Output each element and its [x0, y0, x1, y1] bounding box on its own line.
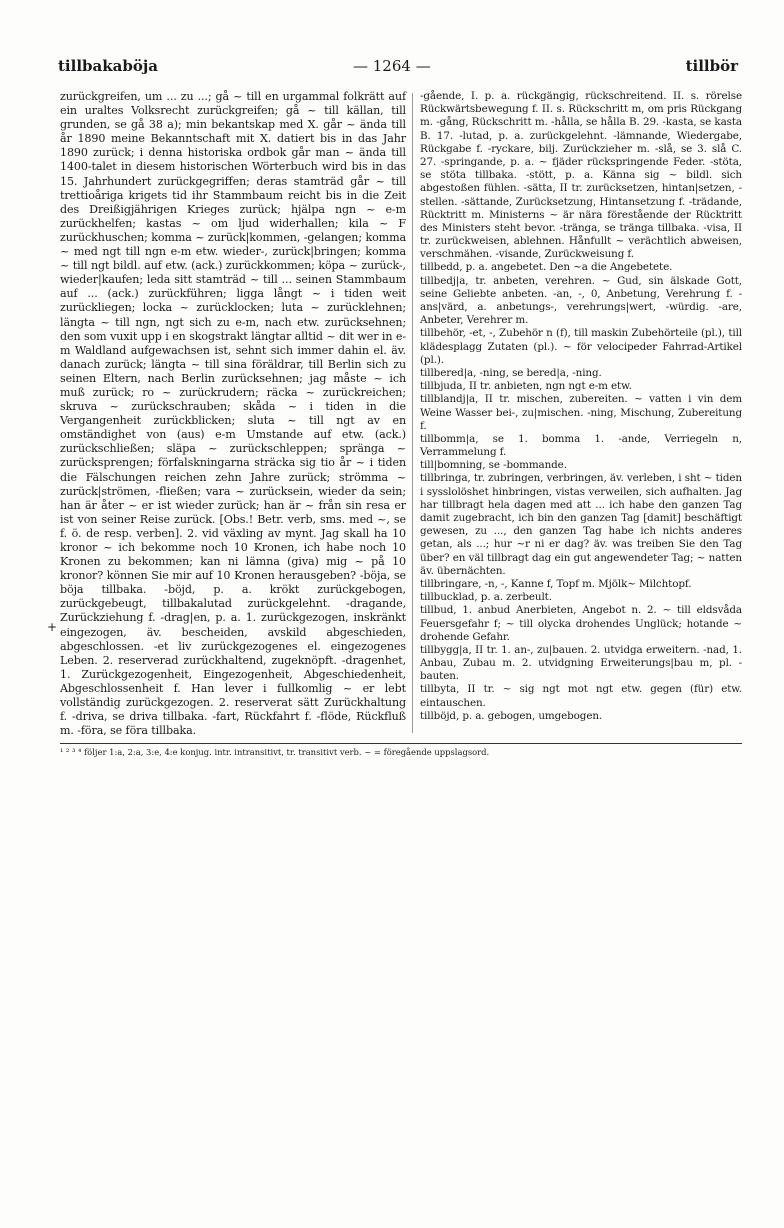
entry-paragraph: tillbedj|a, tr. anbeten, verehren. ~ Gud, sin älskade Gott, seine Geliebte anbeten. -an, -, 0, Anbetung, Verehrung f. -ans|värd, a. anbetungs-, verehrungs|wert, -würdig. -are, Anbeter, Verehrer m. [420, 274, 742, 327]
entry-paragraph: tillbered|a, -ning, se bered|a, -ning. [420, 366, 602, 379]
entry-paragraph: till|bomning, se -bommande. [420, 459, 567, 472]
entry-paragraph: tillbygg|a, II tr. 1. an-, zu|bauen. 2. utvidga erweitern. -nad, 1. Anbau, Zubau m. 2. utvidgning Erweiterungs|bau m, pl. -bauten. [420, 643, 742, 683]
column-divider [412, 93, 413, 733]
running-header [58, 57, 738, 81]
entry-paragraph: tillblandj|a, II tr. mischen, zubereiten. ~ vatten i vin dem Weine Wasser bei-, zu|mischen. -ning, Mischung, Zubereitung f. [420, 393, 742, 432]
entry-paragraph: tillbud, 1. anbud Anerbieten, Angebot n. 2. ~ till eldsvåda Feuersgefahr f; ~ till olycka drohendes Unglück; hotande ~ drohende Gefahr. [420, 604, 742, 643]
entry-paragraph: tillbjuda, II tr. anbieten, ngn ngt e-m etw. [420, 380, 632, 393]
entry-paragraph: tillbyta, II tr. ~ sig ngt mot ngt etw. gegen (für) etw. eintauschen. [420, 683, 742, 709]
header-right-guideword: tillbör [685, 57, 738, 75]
margin-mark: + [47, 620, 58, 634]
footnote-legend: ¹ ² ³ ⁴ följer 1:a, 2:a, 3:e, 4:e konjug. intr. intransitivt, tr. transitivt verb. ~ = föregående uppslagsord. [60, 747, 490, 757]
right-column [420, 90, 742, 723]
entry-paragraph: tillbringa, tr. zubringen, verbringen, äv. verleben, i sht ~ tiden i sysslolöshet hinbringen, vistas verweilen, sich aufhalten. Jag har tillbragt hela dagen med att ... ich habe den ganzen Tag damit zugebracht, ich bin den ganzen Tag [damit] beschäftigt gewesen, zu ..., den ganzen Tag habe ich nichts anderes getan, als ...; hur ~r ni er dag? äv. was treiben Sie den Tag über? en väl tillbragt dag ein gut angewendeter Tag; ~ natten äv. übernächten. [420, 472, 742, 577]
page-number: — 1264 — [353, 57, 431, 75]
footnote-divider [60, 743, 742, 744]
left-column [60, 90, 406, 738]
entry-paragraph: tillbomm|a, se 1. bomma 1. -ande, Verriegeln n, Verrammelung f. [420, 432, 742, 459]
entry-paragraph: tillbucklad, p. a. zerbeult. [420, 591, 552, 604]
entry-paragraph: tillbringare, -n, -, Kanne f, Topf m. Mjölk~ Milchtopf. [420, 577, 692, 590]
header-left-guideword: tillbakaböja [58, 57, 158, 75]
entry-paragraph: tillbehör, -et, -, Zubehör n (f), till maskin Zubehörteile (pl.), till klädesplagg Zutaten (pl.). ~ för velocipeder Fahrrad-Artikel (pl.). [420, 327, 742, 366]
entry-paragraph: tillböjd, p. a. gebogen, umgebogen. [420, 709, 603, 722]
entry-paragraph: tillbedd, p. a. angebetet. Den ~a die Angebetete. [420, 261, 673, 274]
entry-paragraph: zurückgreifen, um ... zu ...; gå ~ till en urgammal folkrätt auf ein uraltes Volksrecht zurückgreifen; gå ~ till källan, till grunden, se gå 38 a); min bekantskap med X. går ~ ända till år 1890 meine Bekanntschaft mit X. datiert bis in das Jahr 1890 zurück; i denna historiska ordbok går man ~ ända till 1400-talet in diesem historischen Wörterbuch wird bis in das 15. Jahrhundert zurückgegriffen; deras stamträd går ~ till trettioåriga krigets tid ihr Stammbaum reicht bis in die Zeit des Dreißigjährigen Krieges zurück; hjälpa ngn ~ e-m zurückhelfen; kastas ~ om ljud widerhallen; kila ~ F zurückhuschen; komma ~ zurück|kommen, -gelangen; komma ~ med ngt till ngn e-m etw. wieder-, zurück|bringen; komma ~ till ngt bildl. auf etw. (ack.) zurückkommen; köpa ~ zurück-, wieder|kaufen; leda sitt stamträd ~ till ... seinen Stammbaum auf ... (ack.) zurückführen; ligga långt ~ i tiden weit zurückliegen; locka ~ zurücklocken; luta ~ zurücklehnen; längta ~ till ngn, ngt sich zu e-m, nach etw. zurücksehnen; den som vuxit upp i en skogstrakt längtar alltid ~ dit wer in e-m Waldland aufgewachsen ist, sehnt sich immer dahin el. äv. danach zurück; längta ~ till sina föräldrar, till Berlin sich zu seinen Eltern, nach Berlin zurücksehnen; jag måste ~ ich muß zurück; ro ~ zurückrudern; räcka ~ zurückreichen; skruva ~ zurückschrauben; skåda ~ i tiden in die Vergangenheit zurückblicken; sluta ~ till ngt av en omständighet von (aus) e-m Umstande auf etw. (ack.) zurückschließen; släpa ~ zurückschleppen; spränga ~ zurücksprengen; förfalskningarna sträcka sig tio år ~ i tiden die Fälschungen reichen zehn Jahre zurück; strömma ~ zurück|strömen, -fließen; vara ~ zurücksein, wieder da sein; han är åter ~ er ist wieder zurück; han är ~ från sin resa er ist von seiner Reise zurück. [Obs.! Betr. verb, sms. med ~, se f. ö. de resp. verben]. 2. vid växling av mynt. Jag skall ha 10 kronor ~ ich bekomme noch 10 Kronen, ich habe noch 10 Kronen zu bekommen; kan ni lämna (giva) mig ~ på 10 kronor? können Sie mir auf 10 Kronen herausgeben? -böja, se böja tillbaka. -böjd, p. a. krökt zurückgebogen, zurückgebeugt, tillbakalutad zurückgelehnt. -dragande, Zurückziehung f. -drag|en, p. a. 1. zurückgezogen, inskränkt eingezogen, äv. bescheiden, avskild abgeschieden, abgeschlossen. -et liv zurückgezogenes el. eingezogenes Leben. 2. reserverad zurückhaltend, zugeknöpft. -dragenhet, 1. Zurückgezogenheit, Eingezogenheit, Abgeschiedenheit, Abgeschlossenheit f. Han lever i fullkomlig ~ er lebt vollständig zurückgezogen. 2. reserverat sätt Zurückhaltung f. -driva, se driva tillbaka. -fart, Rückfahrt f. -flöde, Rückfluß m. -föra, se föra tillbaka. [60, 90, 406, 738]
entry-paragraph: -gående, I. p. a. rückgängig, rückschreitend. II. s. rörelse Rückwärtsbewegung f. II. s. Rückschritt m, om pris Rückgang m. -gång, Rückschritt m. -hålla, se hålla B. 29. -kasta, se kasta B. 17. -lutad, p. a. zurückgelehnt. -lämnande, Wiedergabe, Rückgabe f. -ryckare, bilj. Zurückzieher m. -slå, se 3. slå C. 27. -springande, p. a. ~ fjäder rückspringende Feder. -stöta, se stöta tillbaka. -stött, p. a. Känna sig ~ bildl. sich abgestoßen fühlen. -sätta, II tr. zurücksetzen, hintan|setzen, -stellen. -sättande, Zurücksetzung, Hintansetzung f. -trädande, Rücktritt m. Ministerns ~ är nära förestående der Rücktritt des Ministers steht bevor. -tränga, se tränga tillbaka. -visa, II tr. zurückweisen, ablehnen. Hånfullt ~ verächtlich abweisen, verschmähen. -visande, Zurückweisung f. [420, 90, 742, 261]
